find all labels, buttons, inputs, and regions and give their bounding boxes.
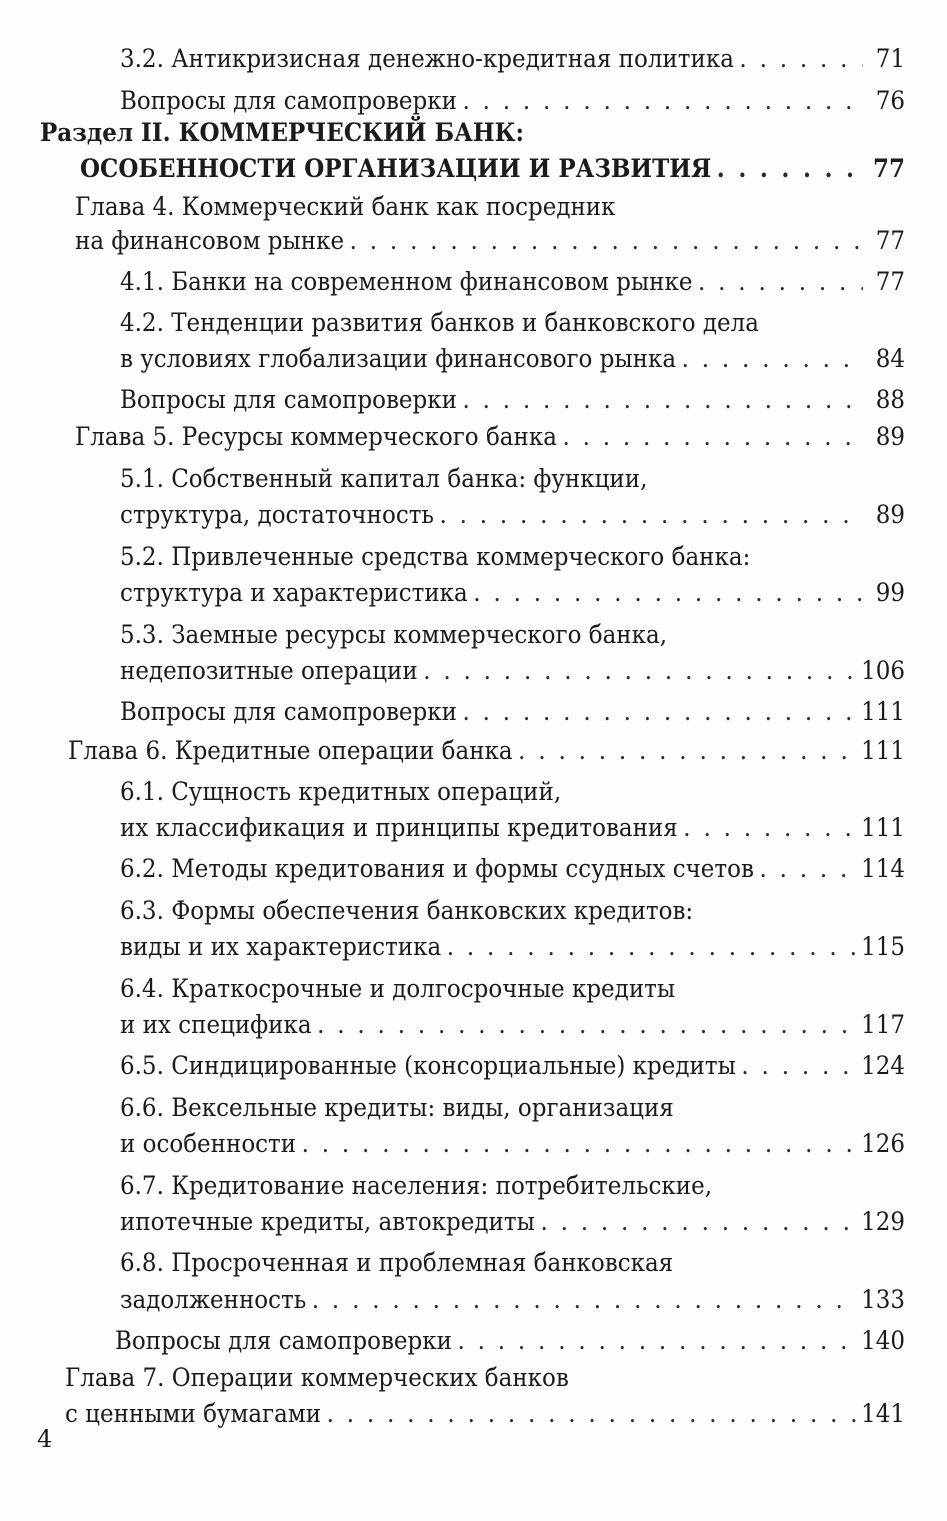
- toc-entry-page: 140: [861, 1326, 905, 1355]
- toc-entry: [120, 499, 905, 531]
- toc-entry: [40, 117, 905, 149]
- toc-entry-page: 77: [875, 267, 905, 296]
- dot-leader: [739, 43, 862, 75]
- toc-entry: [120, 1170, 905, 1202]
- toc-entry: [75, 421, 905, 453]
- toc-entry: [68, 735, 905, 767]
- toc-entry: [120, 973, 905, 1005]
- dot-leader: [350, 225, 863, 257]
- toc-entry-title: Вопросы для самопроверки: [119, 385, 457, 414]
- toc-entry-title: в условиях глобализации финансового рынка: [119, 344, 677, 373]
- toc-entry-page: 71: [875, 44, 905, 73]
- dot-leader: [439, 499, 862, 531]
- toc-entry-title: и их специфика: [119, 1010, 312, 1039]
- toc-entry: [80, 153, 905, 185]
- toc-entry: [120, 577, 905, 609]
- toc-entry: [120, 43, 905, 75]
- toc-entry: [120, 931, 905, 963]
- dot-leader: [683, 812, 855, 844]
- toc-entry-title: 6.6. Вексельные кредиты: виды, организация: [119, 1093, 674, 1122]
- toc-entry-title: 6.5. Синдицированные (консорциальные) кредиты: [119, 1051, 736, 1080]
- toc-entry-title: Глава 4. Коммерческий банк как посредник: [74, 192, 616, 221]
- toc-entry-title: 6.3. Формы обеспечения банковских кредитов:: [119, 896, 694, 925]
- toc-entry-title: их классификация и принципы кредитования: [119, 813, 678, 842]
- toc-entry-title: недепозитные операции: [119, 656, 418, 685]
- toc-entry-title: Глава 5. Ресурсы коммерческого банка: [74, 422, 557, 451]
- dot-leader: [312, 1284, 856, 1316]
- toc-entry: [115, 1325, 905, 1357]
- toc-entry: [120, 853, 905, 885]
- toc-entry-page: 84: [875, 344, 905, 373]
- toc-entry: [120, 1284, 905, 1316]
- toc-entry: [120, 463, 905, 495]
- toc-entry: [120, 776, 905, 808]
- toc-entry-page: 89: [875, 500, 905, 529]
- dot-leader: [540, 1206, 855, 1238]
- toc-entry-page: 114: [861, 854, 905, 883]
- toc-entry-page: 77: [875, 226, 905, 255]
- toc-entry-page: 106: [861, 656, 905, 685]
- toc-entry-page: 76: [875, 86, 905, 115]
- toc-entry: [120, 696, 905, 728]
- dot-leader: [562, 421, 862, 453]
- toc-entry: [120, 812, 905, 844]
- dot-leader: [327, 1398, 856, 1430]
- dot-leader: [462, 384, 862, 416]
- toc-entry: [120, 384, 905, 416]
- toc-entry-title: Вопросы для самопроверки: [119, 697, 457, 726]
- toc-entry: [120, 1050, 905, 1082]
- page-number: 4: [37, 1425, 53, 1453]
- toc-entry-page: 124: [861, 1051, 905, 1080]
- dot-leader: [462, 85, 862, 117]
- toc-entry-title: 6.8. Просроченная и проблемная банковская: [119, 1248, 674, 1277]
- toc-entry-title: 4.1. Банки на современном финансовом рынке: [119, 267, 693, 296]
- toc-entry-title: 5.3. Заемные ресурсы коммерческого банка,: [119, 620, 668, 649]
- toc-entry-title: 6.1. Сущность кредитных операций,: [119, 777, 562, 806]
- dot-leader: [447, 931, 856, 963]
- dot-leader: [457, 1325, 855, 1357]
- toc-entry-page: 77: [872, 154, 905, 183]
- toc-entry: [120, 266, 905, 298]
- toc-entry-page: 111: [861, 697, 905, 726]
- toc-entry: [120, 1092, 905, 1124]
- toc-entry: [120, 1009, 905, 1041]
- dot-leader: [518, 735, 855, 767]
- toc-entry-title: и особенности: [119, 1129, 297, 1158]
- dot-leader: [302, 1128, 856, 1160]
- toc-entry: [75, 225, 905, 257]
- toc-entry: [120, 343, 905, 375]
- toc-entry: [75, 191, 905, 223]
- toc-entry: [120, 541, 905, 573]
- toc-entry-title: виды и их характеристика: [119, 932, 442, 961]
- dot-leader: [741, 1050, 855, 1082]
- toc-entry-title: задолженность: [119, 1285, 307, 1314]
- toc-entry: [120, 619, 905, 651]
- toc-entry-title: 6.7. Кредитование населения: потребительские,: [119, 1171, 713, 1200]
- toc-entry: [65, 1362, 905, 1394]
- dot-leader: [682, 343, 863, 375]
- dot-leader: [698, 266, 863, 298]
- toc-entry-title: на финансовом рынке: [74, 226, 345, 255]
- toc-entry: [120, 1206, 905, 1238]
- toc-entry-page: 88: [875, 385, 905, 414]
- toc-entry-title: Глава 6. Кредитные операции банка: [67, 736, 513, 765]
- toc-entry-title: 5.1. Собственный капитал банка: функции,: [119, 464, 648, 493]
- toc-entry-page: 111: [861, 813, 905, 842]
- toc-entry-title: 3.2. Антикризисная денежно-кредитная политика: [119, 44, 734, 73]
- dot-leader: [317, 1009, 855, 1041]
- toc-entry-page: 99: [875, 578, 905, 607]
- toc-entry-page: 117: [861, 1010, 905, 1039]
- toc-entry: [65, 1398, 905, 1430]
- toc-entry-page: 141: [861, 1399, 905, 1428]
- toc-entry-page: 126: [861, 1129, 905, 1158]
- toc-entry-title: ипотечные кредиты, автокредиты: [119, 1207, 535, 1236]
- toc-entry-page: 89: [875, 422, 905, 451]
- toc-entry-title: 6.2. Методы кредитования и формы ссудных счетов: [119, 854, 754, 883]
- toc-entry-title: 6.4. Краткосрочные и долгосрочные кредиты: [119, 974, 676, 1003]
- toc-entry: [120, 895, 905, 927]
- toc-entry-page: 133: [861, 1285, 905, 1314]
- dot-leader: [423, 655, 855, 687]
- toc-entry-title: структура и характеристика: [119, 578, 468, 607]
- toc-entry: [120, 85, 905, 117]
- toc-entry-title: Раздел II. КОММЕРЧЕСКИЙ БАНК:: [39, 118, 525, 147]
- toc-entry-page: 111: [861, 736, 905, 765]
- toc-entry-title: с ценными бумагами: [64, 1399, 322, 1428]
- toc-entry: [120, 1128, 905, 1160]
- dot-leader: [759, 853, 855, 885]
- dot-leader: [473, 577, 862, 609]
- toc-entry-title: Глава 7. Операции коммерческих банков: [64, 1363, 569, 1392]
- toc-entry-title: Вопросы для самопроверки: [119, 86, 457, 115]
- toc-entry: [120, 307, 905, 339]
- toc-entry-title: 5.2. Привлеченные средства коммерческого банка:: [119, 542, 751, 571]
- dot-leader: [717, 153, 863, 185]
- toc-entry-title: ОСОБЕННОСТИ ОРГАНИЗАЦИИ И РАЗВИТИЯ: [79, 154, 712, 183]
- toc-entry-title: структура, достаточность: [119, 500, 434, 529]
- toc-entry-page: 129: [861, 1207, 905, 1236]
- toc-entry-page: 115: [861, 932, 905, 961]
- dot-leader: [462, 696, 855, 728]
- toc-entry: [120, 1247, 905, 1279]
- toc-entry-title: 4.2. Тенденции развития банков и банковского дела: [119, 308, 759, 337]
- toc-entry-title: Вопросы для самопроверки: [115, 1326, 452, 1355]
- toc-entry: [120, 655, 905, 687]
